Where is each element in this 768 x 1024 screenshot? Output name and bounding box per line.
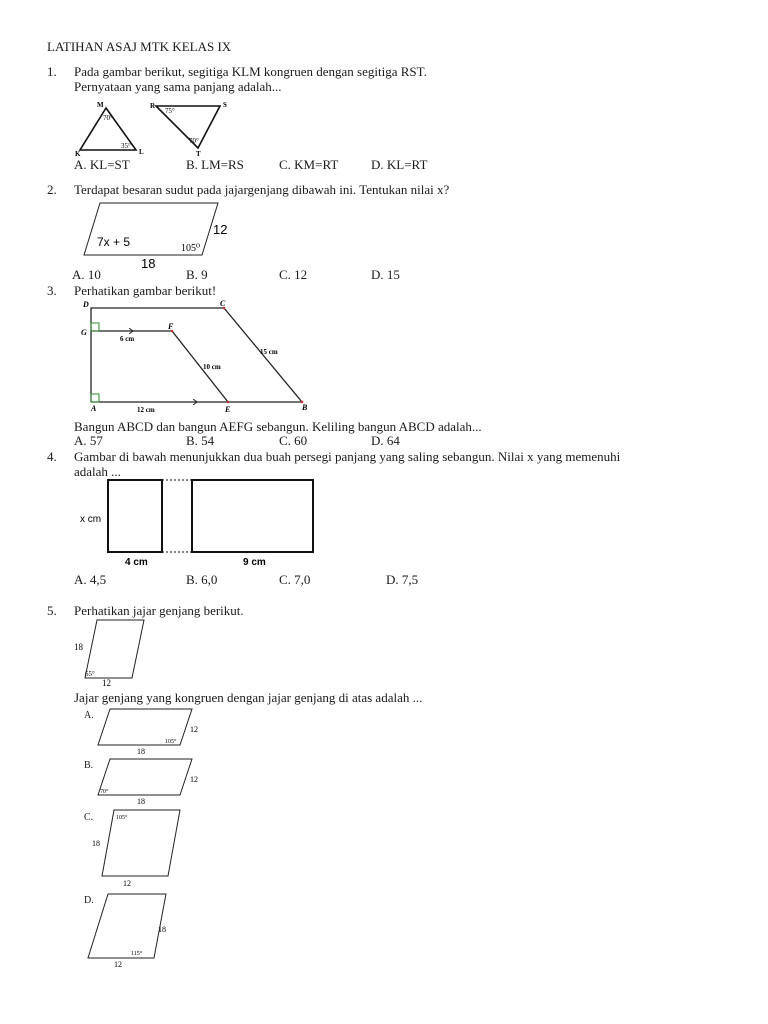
angle-expression-label: 7x + 5 <box>97 235 131 249</box>
reference-angle-label: 65° <box>85 670 95 678</box>
q5-question: Jajar genjang yang kongruen dengan jajar genjang di atas adalah ... <box>74 690 423 705</box>
q2-number: 2. <box>47 182 57 197</box>
segment-fe-label: 10 cm <box>203 363 221 371</box>
q5-reference-parallelogram <box>70 616 160 690</box>
q2-option-b[interactable]: B. 9 <box>186 267 208 282</box>
q3-number: 3. <box>47 283 57 298</box>
q1-number: 1. <box>47 64 57 79</box>
q1-option-b[interactable]: B. LM=RS <box>186 157 244 172</box>
q2-option-c[interactable]: C. 12 <box>279 267 308 282</box>
vertex-e-label: E <box>225 405 231 414</box>
option-a-side-label: 12 <box>190 725 198 734</box>
q3-trapezoid-figure <box>80 298 320 418</box>
option-d-base-label: 12 <box>114 960 122 969</box>
q2-text: Terdapat besaran sudut pada jajargenjang dibawah ini. Tentukan nilai x? <box>74 182 450 197</box>
vertex-g-label: G <box>81 328 87 337</box>
q3-text: Perhatikan gambar berikut! <box>74 283 217 298</box>
triangle-klm <box>75 101 144 158</box>
side-x-label: x cm <box>80 514 102 525</box>
option-b-side-label: 12 <box>190 775 198 784</box>
q1-option-d[interactable]: D. KL=RT <box>371 157 428 172</box>
vertex-k-label: K <box>75 150 81 158</box>
large-rectangle <box>192 480 313 552</box>
q5-text: Perhatikan jajar genjang berikut. <box>74 603 244 618</box>
q5-number: 5. <box>47 603 57 618</box>
q4-rectangles-figure <box>76 476 321 568</box>
vertex-r-label: R <box>150 102 156 110</box>
large-width-label: 9 cm <box>243 557 266 568</box>
option-c-base-label: 12 <box>123 879 131 888</box>
option-c-angle-label: 105° <box>116 815 128 821</box>
angle-r-label: 75° <box>165 107 175 115</box>
small-rectangle <box>108 480 162 552</box>
q3-option-d[interactable]: D. 64 <box>371 433 400 448</box>
q4-option-b[interactable]: B. 6,0 <box>186 572 218 587</box>
q3-option-c[interactable]: C. 60 <box>279 433 308 448</box>
q3-question: Bangun ABCD dan bangun AEFG sebangun. Keliling bangun ABCD adalah... <box>74 419 482 434</box>
q5-option-a-label[interactable]: A. <box>84 710 94 721</box>
q5-option-c-label[interactable]: C. <box>84 812 94 823</box>
option-b-angle-label: 70° <box>100 789 109 795</box>
angle-label: 105⁰ <box>181 243 201 254</box>
vertex-l-label: L <box>139 148 144 156</box>
reference-side-label: 18 <box>74 642 83 652</box>
vertex-b-label: B <box>302 403 308 412</box>
vertex-t-label: T <box>196 150 201 158</box>
right-angle-a <box>91 394 99 402</box>
right-angle-g <box>91 323 99 331</box>
q1-text-line2: Pernyataan yang sama panjang adalah... <box>74 79 282 94</box>
option-d-side-label: 18 <box>158 925 166 934</box>
q1-option-a[interactable]: A. KL=ST <box>74 157 130 172</box>
q4-text-line1: Gambar di bawah menunjukkan dua buah persegi panjang yang saling sebangun. Nilai x yang memenuhi <box>74 449 621 464</box>
q3-option-b[interactable]: B. 54 <box>186 433 215 448</box>
small-width-label: 4 cm <box>125 557 148 568</box>
q4-option-d[interactable]: D. 7,5 <box>386 572 419 587</box>
vertex-d-label: D <box>83 300 89 309</box>
angle-l-label: 35° <box>121 142 131 150</box>
worksheet-title: LATIHAN ASAJ MTK KELAS IX <box>47 39 232 54</box>
q2-option-d[interactable]: D. 15 <box>371 267 400 282</box>
q2-parallelogram-figure <box>80 198 240 270</box>
right-side-label: 12 <box>213 222 228 237</box>
vertex-a-label: A <box>91 404 97 413</box>
vertex-s-label: S <box>223 101 227 109</box>
vertex-m-label: M <box>97 101 104 109</box>
reference-base-label: 12 <box>102 678 111 688</box>
q5-option-a-parallelogram[interactable] <box>92 706 212 758</box>
segment-gf-label: 6 cm <box>120 335 135 343</box>
q1-option-c[interactable]: C. KM=RT <box>279 157 339 172</box>
triangle-rst <box>150 101 227 158</box>
q4-option-c[interactable]: C. 7,0 <box>279 572 311 587</box>
q4-number: 4. <box>47 449 57 464</box>
q5-option-b-parallelogram[interactable] <box>92 756 212 808</box>
q5-option-b-label[interactable]: B. <box>84 760 94 771</box>
option-a-base-label: 18 <box>137 747 145 756</box>
option-b-base-label: 18 <box>137 797 145 806</box>
q4-text-line2: adalah ... <box>74 464 121 479</box>
q5-option-d-parallelogram[interactable] <box>84 890 184 972</box>
angle-t-label: 70° <box>189 137 199 145</box>
q5-option-d-label[interactable]: D. <box>84 895 94 906</box>
option-d-angle-label: 115° <box>131 951 143 957</box>
q3-option-a[interactable]: A. 57 <box>74 433 103 448</box>
bottom-side-label: 18 <box>141 256 156 271</box>
q2-option-a[interactable]: A. 10 <box>72 267 101 282</box>
q4-option-a[interactable]: A. 4,5 <box>74 572 107 587</box>
q1-text-line1: Pada gambar berikut, segitiga KLM kongruen dengan segitiga RST. <box>74 64 427 79</box>
option-c-side-label: 18 <box>92 839 100 848</box>
q1-triangles-figure <box>70 96 240 158</box>
option-a-angle-label: 105° <box>165 739 177 745</box>
vertex-f-label: F <box>168 322 174 331</box>
angle-m-label: 70° <box>103 114 113 122</box>
vertex-c-label: C <box>220 299 226 308</box>
segment-ae-label: 12 cm <box>137 406 155 414</box>
q5-option-c-parallelogram[interactable] <box>90 806 190 890</box>
segment-cb-label: 15 cm <box>260 348 278 356</box>
